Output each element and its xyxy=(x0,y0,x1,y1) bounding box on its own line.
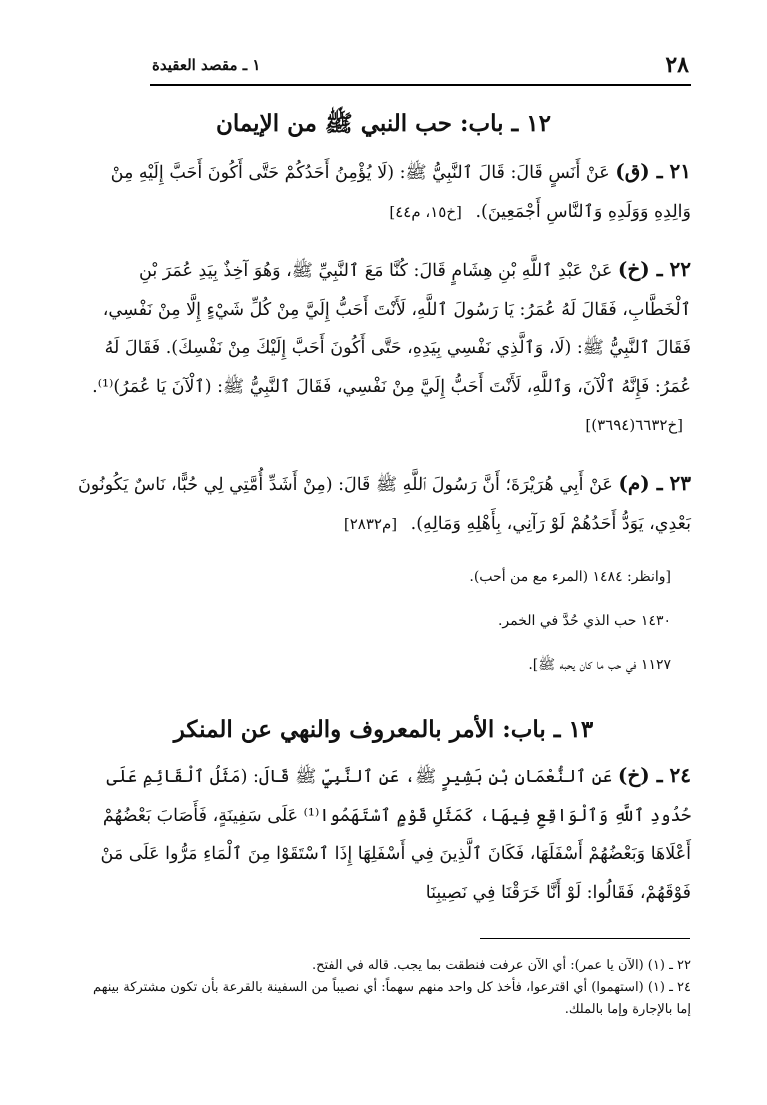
hadith-number: ٢٣ ـ (م) xyxy=(618,471,691,495)
hadith-text: عَنِ ٱلنُّعْمَانِ بْنِ بَشِيرٍ ﷺ، عَنِ ٱلنَّبِيِّ ﷺ قَالَ: (مَثَلُ ٱلْقَائِمِ عَلَى حُدُودِ ٱللَّهِ وَٱلْوَاقِعِ فِيهَا، كَمَثَلِ قَوْمٍ ٱسْتَهَمُوا⁽¹⁾ عَلَى سَفِينَةٍ، فَأَصَابَ بَعْضُهُمْ أَعْلَاهَا وَبَعْضُهُمْ أَسْفَلَهَا، فَكَانَ ٱلَّذِينَ فِي أَسْفَلِهَا إِذَا ٱسْتَقَوْا مِنَ ٱلْمَاءِ مَرُّوا عَلَى مَنْ فَوْقَهُمْ، فَقَالُوا: لَوْ أَنَّا خَرَقْنَا فِي نَصِيبِنَا xyxy=(100,767,691,903)
cross-reference: ١١٢٧ في حب ما كان يحبه ﷺ]. xyxy=(528,657,671,673)
running-title: ١ ـ مقصد العقيدة xyxy=(152,56,261,74)
hadith-number: ٢٢ ـ (خ) xyxy=(617,257,691,281)
hadith-24 xyxy=(76,756,691,912)
hadith-source: [خ١٥، م٤٤] xyxy=(389,202,462,221)
footnote: ٢٢ ـ (١) (الآن يا عمر): أي الآن عرفت فنطقت بما يجب. قاله في الفتح. xyxy=(311,958,691,973)
hadith-number: ٢٤ ـ (خ) xyxy=(617,763,691,787)
cross-reference: ١٤٣٠ حب الذي حُدَّ في الخمر. xyxy=(497,613,671,629)
hadith-22 xyxy=(76,250,691,445)
hadith-number: ٢١ ـ (ق) xyxy=(615,159,691,183)
hadith-23 xyxy=(76,464,691,543)
hadith-source: [خ٦٦٣٢(٣٦٩٤)] xyxy=(585,416,683,434)
hadith-21 xyxy=(76,152,691,231)
hadith-source: [م٢٨٣٢] xyxy=(343,514,398,533)
page-number: ٢٨ xyxy=(665,52,689,78)
hadith-text: عَنْ أَبِي هُرَيْرَةَ؛ أَنَّ رَسُولَ ٱللَّهِ ﷺ قَالَ: (مِنْ أَشَدِّ أُمَّتِي لِي حُبًّا، نَاسٌ يَكُونُونَ بَعْدِي، يَوَدُّ أَحَدُهُمْ لَوْ رَآنِي، بِأَهْلِهِ وَمَالِهِ). xyxy=(77,475,691,534)
hadith-text: عَنْ عَبْدِ ٱللَّهِ بْنِ هِشَامٍ قَالَ: كُنَّا مَعَ ٱلنَّبِيِّ ﷺ، وَهُوَ آخِذٌ بِيَدِ عُمَرَ بْنِ ٱلْخَطَّابِ، فَقَالَ لَهُ عُمَرُ: يَا رَسُولَ ٱللَّهِ، لَأَنْتَ أَحَبُّ إِلَيَّ مِنْ كُلِّ شَيْءٍ إِلَّا مِنْ نَفْسِي، فَقَالَ ٱلنَّبِيُّ ﷺ: (لَا، وَٱلَّذِي نَفْسِي بِيَدِهِ، حَتَّى أَكُونَ أَحَبَّ إِلَيْكَ مِنْ نَفْسِكَ). فَقَالَ لَهُ عُمَرُ: فَإِنَّهُ ٱلْآنَ، وَٱللَّهِ، لَأَنْتَ أَحَبُّ إِلَيَّ مِنْ نَفْسِي، فَقَالَ ٱلنَّبِيُّ ﷺ: (ٱلْآنَ يَا عُمَرُ)⁽¹⁾. xyxy=(92,261,691,397)
cross-reference: [وانظر: ١٤٨٤ (المرء مع من أحب). xyxy=(469,569,671,585)
footnotes xyxy=(76,955,691,1021)
chapter-title-13: ١٣ ـ باب: الأمر بالمعروف والنهي عن المنكر xyxy=(173,716,594,743)
footnote: ٢٤ ـ (١) (استهموا) أي اقترعوا، فأخذ كل واحد منهم سهماً: أي نصيباً من السفينة بالقرعة بأن تكون مشتركة بينهم إما بالإجارة وإما بالملك. xyxy=(93,980,691,1017)
footnote-divider xyxy=(480,938,690,939)
hadith-text: عَنْ أَنَسٍ قَالَ: قَالَ ٱلنَّبِيُّ ﷺ: (لَا يُؤْمِنُ أَحَدُكُمْ حَتَّى أَكُونَ أَحَبَّ إِلَيْهِ مِنْ وَالِدِهِ وَوَلَدِهِ وَٱلنَّاسِ أَجْمَعِينَ). xyxy=(110,163,691,222)
page-header xyxy=(150,50,691,86)
chapter-title-12: ١٢ ـ باب: حب النبي ﷺ من الإيمان xyxy=(215,110,552,137)
